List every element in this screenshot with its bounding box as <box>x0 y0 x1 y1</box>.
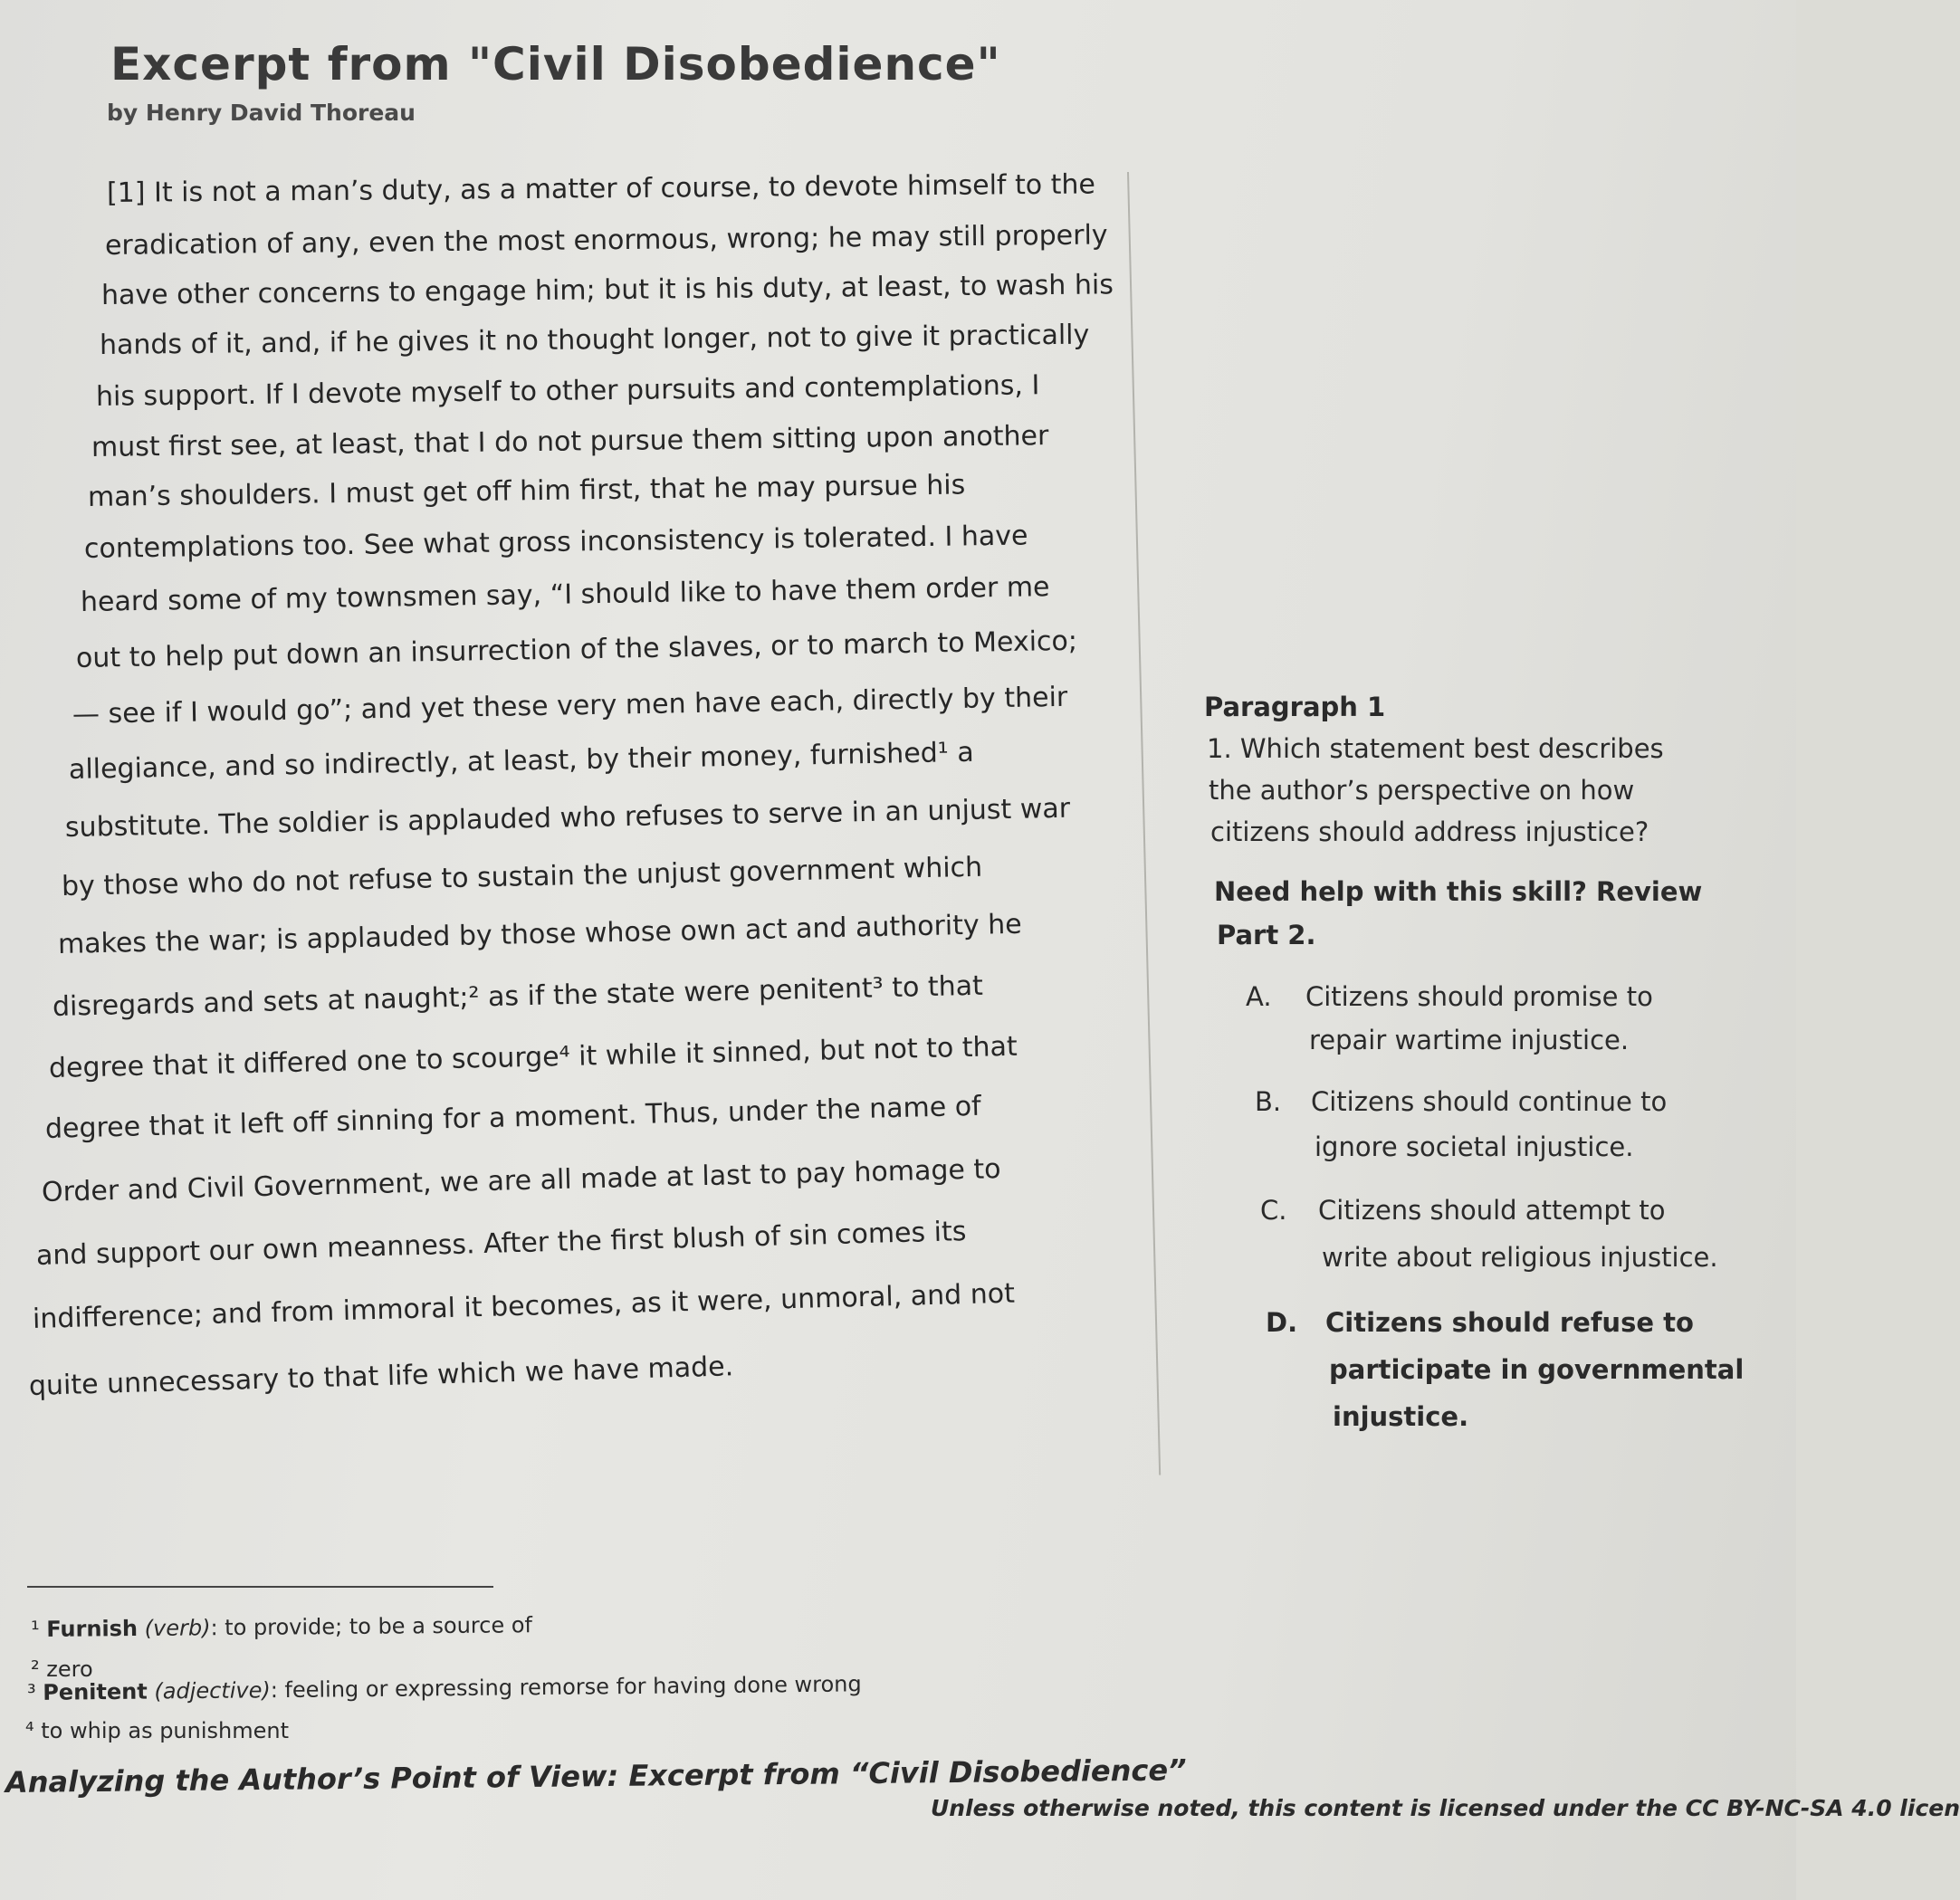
passage-line: indifference; and from immoral it becomes, as it were, unmoral, and not <box>32 1277 1016 1335</box>
option-text: Citizens should promise to <box>1305 981 1653 1012</box>
question-stem-line: the author’s perspective on how <box>1209 775 1635 806</box>
option-letter: B. <box>1255 1086 1282 1117</box>
footnote-mark: ⁴ <box>25 1718 34 1743</box>
option-text: participate in governmental <box>1329 1354 1745 1385</box>
footnote-3 <box>27 1671 862 1705</box>
option-text: Citizens should continue to <box>1311 1086 1668 1117</box>
passage-line: degree that it left off sinning for a moment. Thus, under the name of <box>44 1090 982 1145</box>
footer-title: Analyzing the Author’s Point of View: Excerpt from “Civil Disobedience” <box>5 1752 1187 1800</box>
passage-line: and support our own meanness. After the first blush of sin comes its <box>35 1216 967 1272</box>
footnote-term: Penitent <box>43 1678 148 1705</box>
footnote-mark: ² <box>31 1657 40 1682</box>
footnote-definition: : to provide; to be a source of <box>210 1612 533 1641</box>
help-link[interactable]: Need help with this skill? Review <box>1214 876 1703 907</box>
passage-line: by those who do not refuse to sustain the unjust government which <box>61 851 983 902</box>
passage-line: his support. If I devote myself to other pursuits and contemplations, I <box>95 369 1040 413</box>
footnote-rule <box>27 1586 493 1588</box>
footnote-1 <box>31 1612 532 1642</box>
footnote-definition: : feeling or expressing remorse for having done wrong <box>270 1671 862 1704</box>
footnote-mark: ¹ <box>30 1616 40 1642</box>
passage-line: quite unnecessary to that life which we have made. <box>28 1351 734 1402</box>
passage-line: [1] It is not a man’s duty, as a matter of course, to devote himself to the <box>106 168 1096 209</box>
passage-line: man’s shoulders. I must get off him first, that he may pursue his <box>87 469 966 513</box>
passage-line: substitute. The soldier is applauded who refuses to serve in an unjust war <box>64 792 1071 844</box>
help-link[interactable]: Part 2. <box>1217 920 1316 950</box>
passage-line: contemplations too. See what gross inconsistency is tolerated. I have <box>83 520 1028 565</box>
passage-line: makes the war; is applauded by those whose own act and authority he <box>57 908 1023 960</box>
question-stem-line: citizens should address injustice? <box>1210 816 1649 847</box>
footnote-definition: to whip as punishment <box>41 1718 290 1743</box>
option-letter: C. <box>1260 1195 1287 1226</box>
footnote-pos: (adjective) <box>154 1677 271 1704</box>
passage-line: heard some of my townsmen say, “I should like to have them order me <box>80 571 1050 618</box>
footnote-4 <box>25 1718 289 1743</box>
passage-line: out to help put down an insurrection of the slaves, or to march to Mexico; <box>75 625 1078 674</box>
footnote-definition: zero <box>46 1657 93 1682</box>
author-byline: by Henry David Thoreau <box>107 100 416 126</box>
question-stem-line: 1. Which statement best describes <box>1207 733 1664 764</box>
option-text: write about religious injustice. <box>1322 1242 1718 1273</box>
passage-line: disregards and sets at naught;² as if the state were penitent³ to that <box>52 969 984 1023</box>
option-text: ignore societal injustice. <box>1315 1131 1634 1162</box>
passage-line: — see if I would go”; and yet these very men have each, directly by their <box>72 681 1068 730</box>
footnote-mark: ³ <box>26 1679 36 1705</box>
passage-line: hands of it, and, if he gives it no thought longer, not to give it practically <box>99 319 1090 361</box>
option-letter: D. <box>1266 1307 1298 1338</box>
license-notice: Unless otherwise noted, this content is licensed under the CC BY-NC-SA 4.0 licen <box>931 1795 1960 1821</box>
option-text: injustice. <box>1333 1401 1469 1432</box>
footnote-pos: (verb) <box>144 1615 211 1641</box>
passage-line: have other concerns to engage him; but it is his duty, at least, to wash his <box>100 269 1114 311</box>
document-title: Excerpt from "Civil Disobedience" <box>110 38 1001 91</box>
option-letter: A. <box>1246 981 1272 1012</box>
passage-line: eradication of any, even the most enormous, wrong; he may still properly <box>104 219 1108 262</box>
question-section-heading: Paragraph 1 <box>1204 692 1386 722</box>
footnote-2 <box>31 1657 93 1682</box>
passage-line: must first see, at least, that I do not pursue them sitting upon another <box>91 420 1049 463</box>
passage-line: allegiance, and so indirectly, at least, by their money, furnished¹ a <box>68 736 975 786</box>
passage-line: degree that it differed one to scourge⁴ it while it sinned, but not to that <box>48 1030 1018 1084</box>
option-text: repair wartime injustice. <box>1309 1025 1630 1055</box>
option-text: Citizens should refuse to <box>1325 1307 1694 1338</box>
column-divider <box>1127 172 1161 1475</box>
option-text: Citizens should attempt to <box>1318 1195 1666 1226</box>
passage-line: Order and Civil Government, we are all made at last to pay homage to <box>41 1153 1001 1208</box>
footnote-term: Furnish <box>46 1615 139 1642</box>
